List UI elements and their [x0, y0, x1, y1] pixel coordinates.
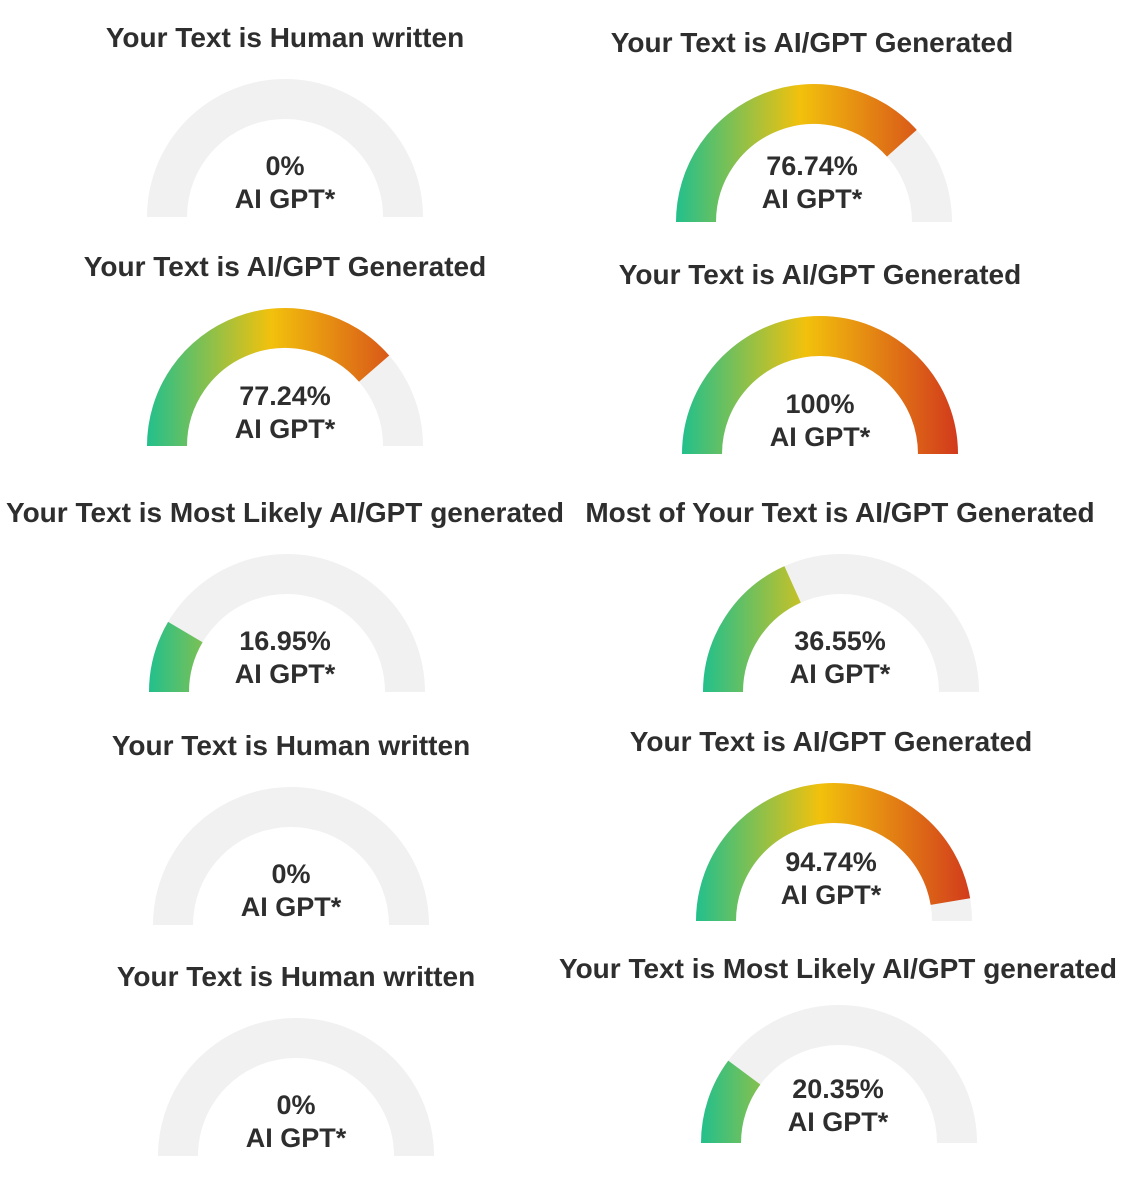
gauge-percent: 100%: [785, 389, 855, 419]
gauge-percent: 36.55%: [794, 626, 886, 656]
gauge-title: Your Text is Most Likely AI/GPT generated: [5, 497, 565, 528]
gauge-label: AI GPT*: [769, 422, 871, 452]
gauge-panel-1: [5, 18, 565, 228]
gauge-percent: 20.35%: [792, 1074, 884, 1104]
gauge-panel-8: [551, 722, 1111, 932]
gauge-label: AI GPT*: [787, 1107, 889, 1137]
gauge-title: Your Text is AI/GPT Generated: [83, 251, 487, 282]
gauge-panel-3: [5, 247, 565, 457]
gauge-title: Most of Your Text is AI/GPT Generated: [585, 497, 1095, 528]
gauge-label: AI GPT*: [761, 184, 863, 214]
gauge-panel-7: [11, 726, 571, 936]
gauge-panel-9: [16, 957, 576, 1167]
gauge-label: AI GPT*: [780, 880, 882, 910]
gauge-panel-5: [5, 493, 565, 703]
gauge-panel-2: [532, 23, 1092, 233]
gauge-percent: 94.74%: [785, 847, 877, 877]
gauge-percent: 76.74%: [766, 151, 858, 181]
gauge-panel-6: [560, 493, 1120, 703]
gauge-percent: 16.95%: [239, 626, 331, 656]
gauge-title: Your Text is Human written: [111, 730, 471, 761]
gauge-percent: 0%: [265, 151, 305, 181]
gauge-panel-10: [558, 949, 1118, 1159]
gauge-label: AI GPT*: [234, 659, 336, 689]
gauge-title: Your Text is AI/GPT Generated: [629, 726, 1033, 757]
gauge-title: Your Text is AI/GPT Generated: [610, 27, 1014, 58]
gauge-title: Your Text is Most Likely AI/GPT generated: [558, 953, 1118, 984]
gauge-percent: 0%: [271, 859, 311, 889]
gauge-label: AI GPT*: [789, 659, 891, 689]
gauge-title: Your Text is Human written: [116, 961, 476, 992]
gauge-title: Your Text is AI/GPT Generated: [618, 259, 1022, 290]
gauge-label: AI GPT*: [234, 184, 336, 214]
gauge-panel-4: [540, 255, 1100, 465]
gauge-label: AI GPT*: [245, 1123, 347, 1153]
gauge-label: AI GPT*: [234, 414, 336, 444]
gauge-title: Your Text is Human written: [105, 22, 465, 53]
gauge-percent: 77.24%: [239, 381, 331, 411]
gauge-label: AI GPT*: [240, 892, 342, 922]
gauge-percent: 0%: [276, 1090, 316, 1120]
